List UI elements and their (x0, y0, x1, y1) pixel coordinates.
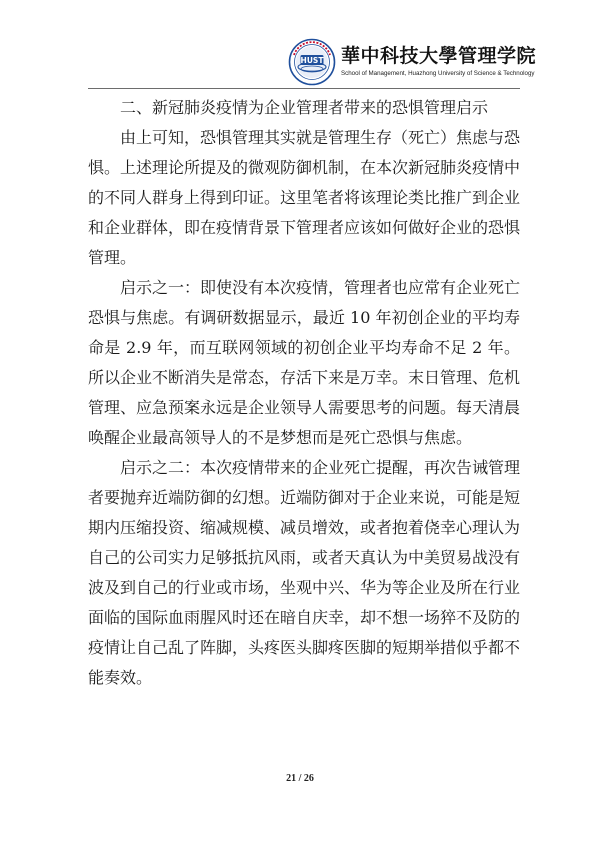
page-number: 21 / 26 (286, 773, 314, 784)
document-body (88, 93, 520, 693)
paragraph-1: 由上可知，恐惧管理其实就是管理生存（死亡）焦虑与恐惧。上述理论所提及的微观防御机制，在本次新冠肺炎疫情中的不同人群身上得到印证。这里笔者将该理论类比推广到企业和企业群体，即在疫情背景下管理者应该如何做好企业的恐惧管理。 (88, 128, 521, 267)
school-name-en: School of Management, Huazhong University of Science & Technology (341, 70, 535, 77)
section-heading: 二、新冠肺炎疫情为企业管理者带来的恐惧管理启示 (120, 98, 489, 117)
paragraph-3: 启示之二：本次疫情带来的企业死亡提醒，再次告诫管理者要抛弃近端防御的幻想。近端防御对于企业来说，可能是短期内压缩投资、缩减规模、减员增效，或者抱着侥幸心理认为自己的公司实力足够抵抗风雨，或者天真认为中美贸易战没有波及到自己的行业或市场，坐观中兴、华为等企业及所在行业面临的国际血雨腥风时还在暗自庆幸，却不想一场猝不及防的疫情让自己乱了阵脚，头疼医头脚疼医脚的短期举措似乎都不能奏效。 (88, 458, 521, 687)
hust-logo-icon (288, 38, 336, 86)
logo-text: HUST (300, 56, 324, 65)
school-name-cn: 華中科技大學管理学院 (341, 45, 537, 67)
header-rule (88, 88, 520, 89)
page-header (0, 0, 600, 100)
paragraph-2: 启示之一：即使没有本次疫情，管理者也应常有企业死亡恐惧与焦虑。有调研数据显示，最近 10 年初创企业的平均寿命是 2.9 年，而互联网领域的初创企业平均寿命不足 2 年。所以企业不断消失是常态，存活下来是万幸。末日管理、危机管理、应急预案永远是企业领导人需要思考的问题。每天清晨唤醒企业最高领导人的不是梦想而是死亡恐惧与焦虑。 (88, 278, 521, 447)
